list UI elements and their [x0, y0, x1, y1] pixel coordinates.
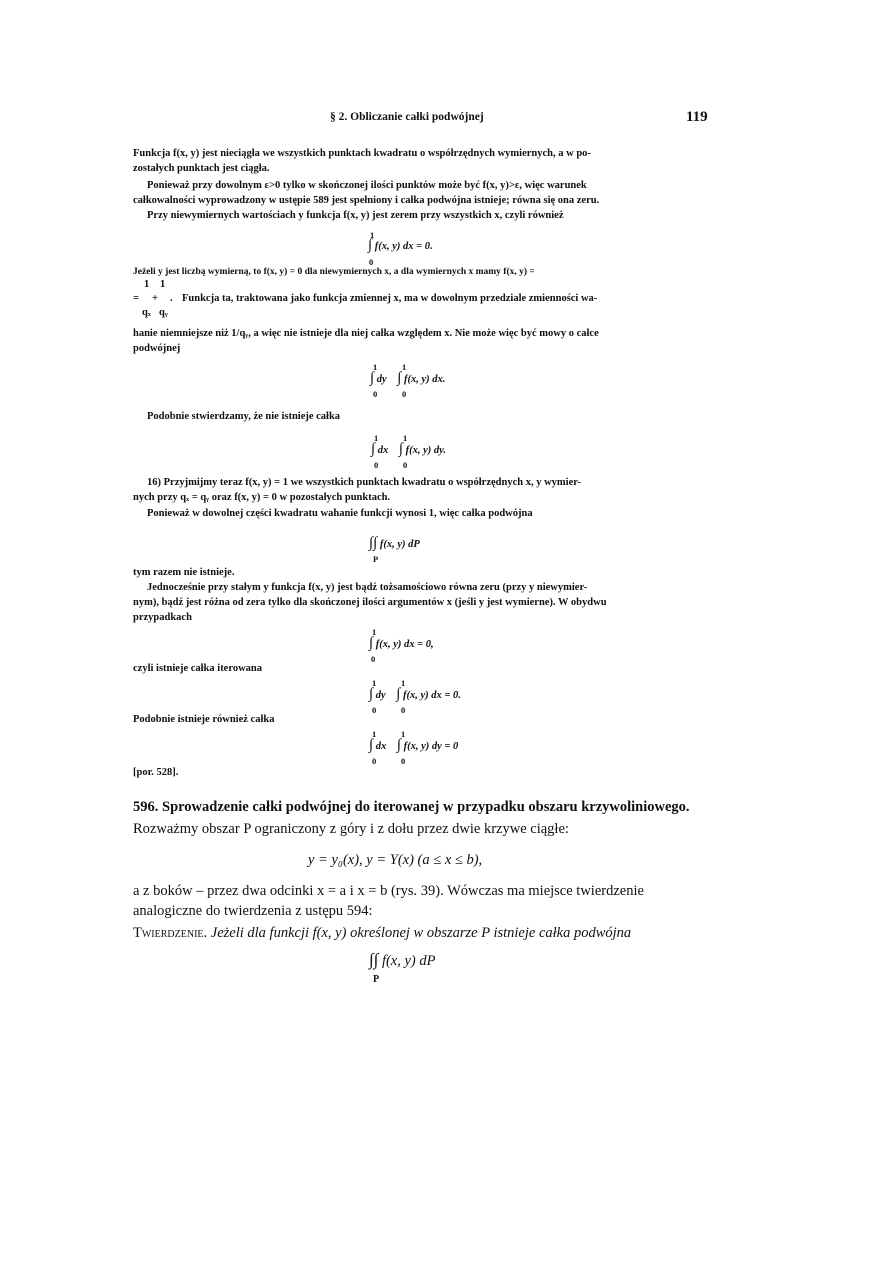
integral-sign: ∫ — [397, 370, 402, 386]
equation-9 — [369, 950, 436, 985]
theorem-line — [133, 923, 631, 943]
frac-plus: + — [152, 293, 158, 304]
section-title: Sprowadzenie całki podwójnej do iterowanej w przypadku obszaru krzywoliniowego. — [162, 799, 690, 815]
frac-period: . — [170, 293, 173, 304]
text-line: Jeżeli y jest liczbą wymierną, to f(x, y) = 0 dla niewymiernych x, a dla wymiernych x mamy f(x, y) = — [133, 267, 535, 277]
integral-sign: ∫ — [371, 441, 376, 457]
region-label: P — [373, 974, 380, 985]
theorem-label: Twierdzenie. — [133, 925, 208, 941]
text-line: Ponieważ przy dowolnym ε>0 tylko w skończonej ilości punktów może być f(x, y)>ε, więc warunek — [147, 180, 587, 191]
equation-1 — [368, 230, 433, 267]
upper-limit: 1 — [370, 230, 375, 240]
differential: dy — [375, 690, 386, 701]
upper-limit: 1 — [374, 433, 379, 443]
equation-5 — [369, 627, 434, 664]
integrand: f(x, y) dP — [379, 539, 420, 550]
upper-limit: 1 — [403, 433, 408, 443]
double-integral-sign: ∫∫ — [369, 535, 378, 551]
text-line: Jednocześnie przy stałym y funkcja f(x, y) jest bądź tożsamościowo równa zeru (przy y niewymier- — [147, 582, 588, 593]
upper-limit: 1 — [373, 362, 378, 372]
integral-sign: ∫ — [369, 635, 374, 651]
text-line: nych przy qₓ = qᵧ oraz f(x, y) = 0 w pozostałych punktach. — [133, 492, 391, 503]
lower-limit: 0 — [401, 756, 406, 766]
integrand: f(x, y) dx. — [404, 374, 446, 385]
running-header: § 2. Obliczanie całki podwójnej — [330, 111, 484, 123]
frac-numerator: 1 — [160, 279, 166, 290]
double-integral-sign: ∫∫ — [369, 950, 379, 969]
text-line: a z boków – przez dwa odcinki x = a i x = b (rys. 39). Wówczas ma miejsce twierdzenie — [133, 883, 644, 899]
upper-limit: 1 — [372, 627, 377, 637]
text-line: czyli istnieje całka iterowana — [133, 663, 262, 674]
section-number: 596. — [133, 799, 159, 815]
text-line: przypadkach — [133, 612, 192, 623]
integrand: f(x, y) dP — [381, 953, 436, 969]
frac-denominator: qₓ — [142, 307, 151, 318]
equation-2 — [370, 362, 446, 399]
text-line: 16) Przyjmijmy teraz f(x, y) = 1 we wszystkich punktach kwadratu o współrzędnych x, y wymier- — [147, 477, 581, 488]
lower-limit: 0 — [372, 705, 377, 715]
text-line: analogiczne do twierdzenia z ustępu 594: — [133, 903, 373, 919]
text-line: podwójnej — [133, 343, 181, 354]
integrand: f(x, y) dy. — [405, 445, 447, 456]
lower-limit: 0 — [372, 756, 377, 766]
equation-3 — [371, 433, 447, 470]
lower-limit: 0 — [401, 705, 406, 715]
equation-8: y = y₀(x), y = Y(x) (a ≤ x ≤ b), — [308, 852, 483, 868]
upper-limit: 1 — [402, 362, 407, 372]
page-number: 119 — [686, 109, 708, 125]
lower-limit: 0 — [369, 257, 374, 267]
text-line: [por. 528]. — [133, 767, 179, 778]
text-line: Funkcja f(x, y) jest nieciągła we wszystkich punktach kwadratu o współrzędnych wymiernych, a w po- — [133, 148, 591, 159]
section-heading — [133, 797, 690, 817]
integral-sign: ∫ — [368, 237, 373, 253]
text-line: Podobnie istnieje również całka — [133, 714, 275, 725]
differential: dx — [375, 741, 387, 752]
integrand: f(x, y) dx = 0. — [403, 690, 461, 701]
differential: dx — [377, 445, 389, 456]
upper-limit: 1 — [372, 729, 377, 739]
frac-equals: = — [133, 293, 139, 304]
text-line: Ponieważ w dowolnej części kwadratu wahanie funkcji wynosi 1, więc całka podwójna — [147, 508, 533, 519]
lower-limit: 0 — [371, 654, 376, 664]
lower-limit: 0 — [402, 389, 407, 399]
integral-sign: ∫ — [398, 441, 403, 457]
integral-sign: ∫ — [396, 737, 401, 753]
integrand: f(x, y) dy = 0 — [403, 741, 459, 752]
frac-numerator: 1 — [144, 279, 150, 290]
integrand: f(x, y) dx = 0. — [374, 241, 433, 252]
integral-sign: ∫ — [396, 686, 401, 702]
upper-limit: 1 — [401, 678, 406, 688]
text-line: nym), bądź jest różna od zera tylko dla skończonej ilości argumentów x (jeśli y jest wymierne). W obydwu — [133, 597, 607, 608]
frac-denominator: qᵧ — [159, 307, 168, 318]
text-line: całkowalności wyprowadzony w ustępie 589 jest spełniony i całka podwójna istnieje; równa się ona zeru. — [133, 195, 600, 206]
lower-limit: 0 — [374, 460, 379, 470]
lower-limit: 0 — [403, 460, 408, 470]
upper-limit: 1 — [401, 729, 406, 739]
region-label: P — [373, 554, 379, 564]
theorem-text: Jeżeli dla funkcji f(x, y) określonej w obszarze P istnieje całka podwójna — [210, 925, 632, 941]
text-line: Przy niewymiernych wartościach y funkcja f(x, y) jest zerem przy wszystkich x, czyli również — [147, 210, 564, 221]
integrand: f(x, y) dx = 0, — [375, 639, 434, 650]
text-line: Funkcja ta, traktowana jako funkcja zmiennej x, ma w dowolnym przedziale zmienności wa- — [182, 293, 598, 304]
upper-limit: 1 — [372, 678, 377, 688]
equation-7 — [369, 729, 459, 766]
differential: dy — [376, 374, 387, 385]
text-line: hanie niemniejsze niż 1/qᵧ, a więc nie istnieje dla niej całka względem x. Nie może więc być mowy o całce — [133, 328, 599, 339]
integral-sign: ∫ — [370, 370, 375, 386]
text-line: Rozważmy obszar P ograniczony z góry i z dołu przez dwie krzywe ciągłe: — [133, 821, 569, 837]
lower-limit: 0 — [373, 389, 378, 399]
equation-6 — [369, 678, 461, 715]
text-line: Podobnie stwierdzamy, że nie istnieje całka — [147, 411, 341, 422]
text-line: zostałych punktach jest ciągła. — [133, 163, 270, 174]
integral-sign: ∫ — [369, 737, 374, 753]
integral-sign: ∫ — [369, 686, 374, 702]
equation-4 — [369, 535, 420, 564]
text-line: tym razem nie istnieje. — [133, 567, 235, 578]
